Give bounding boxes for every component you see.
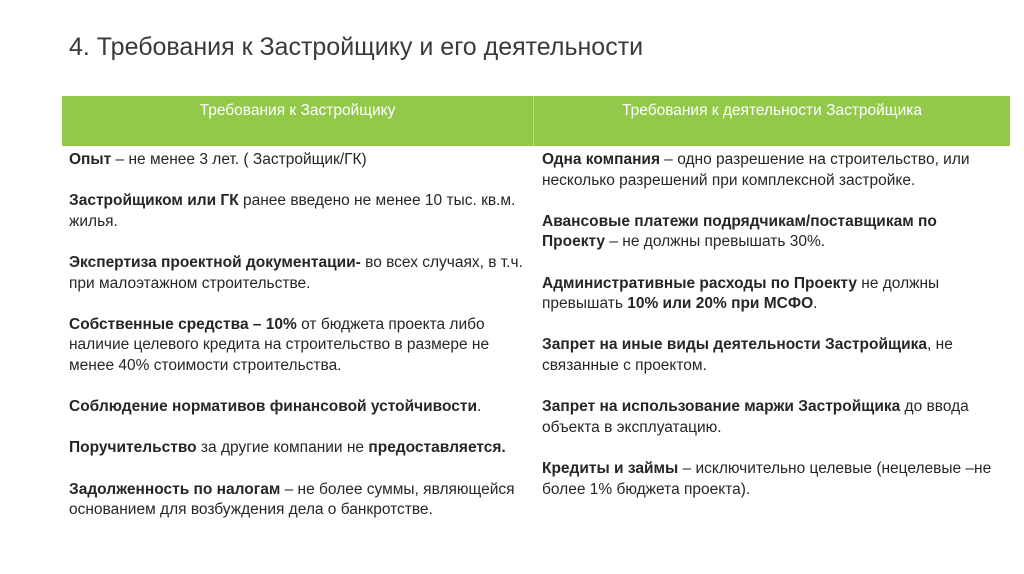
table-header-activity-requirements: Требования к деятельности Застройщика [622,102,922,119]
list-item: Экспертиза проектной документации- во всех случаях, в т.ч. при малоэтажном строительстве. [69,253,523,292]
activity-requirements-column [542,150,1002,521]
list-item: Одна компания – одно разрешение на строительство, или несколько разрешений при комплексной застройке. [542,151,970,189]
list-item: Соблюдение нормативов финансовой устойчивости. [69,398,482,416]
list-item: Опыт – не менее 3 лет. ( Застройщик/ГК) [69,151,367,168]
list-item: Запрет на использование маржи Застройщика до ввода объекта в эксплуатацию. [542,398,969,436]
list-item: Кредиты и займы – исключительно целевые (нецелевые –не более 1% бюджета проекта). [542,459,992,498]
table-header-developer-requirements: Требования к Застройщику [62,96,534,146]
developer-requirements-column [69,150,531,541]
list-item: Поручительство за другие компании не предоставляется. [69,439,506,457]
list-item: Административные расходы по Проекту не должны превышать 10% или 20% при МСФО. [542,274,940,313]
list-item: Застройщиком или ГК ранее введено не менее 10 тыс. кв.м. жилья. [69,192,516,230]
list-item: Авансовые платежи подрядчикам/поставщикам по Проекту – не должны превышать 30%. [542,212,937,251]
list-item: Запрет на иные виды деятельности Застройщика, не связанные с проектом. [542,336,953,374]
list-item: Задолженность по налогам – не более суммы, являющейся основанием для возбуждения дела о банкротстве. [69,480,515,519]
table-header-row [62,96,1010,146]
list-item: Собственные средства – 10% от бюджета проекта либо наличие целевого кредита на строительство в размере не менее 40% стоимости строительства. [69,315,490,374]
page-title: 4. Требования к Застройщику и его деятельности [69,33,644,61]
